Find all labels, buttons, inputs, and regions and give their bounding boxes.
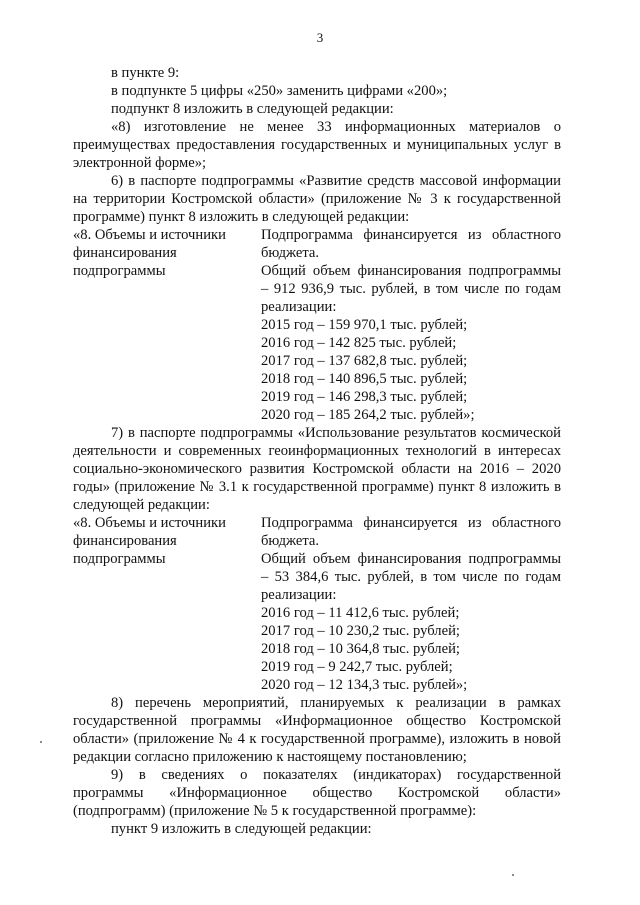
paragraph: «8) изготовление не менее 33 информационных материалов о преимуществах предоставления государственных и муниципальных услуг в электронной форме»; xyxy=(73,119,561,171)
paragraph: в пункте 9: xyxy=(111,65,180,81)
funding-year: 2018 год – 10 364,8 тыс. рублей; xyxy=(261,641,460,657)
funding-total: Общий объем финансирования подпрограммы – 53 384,6 тыс. рублей, в том числе по годам реализации: xyxy=(261,551,561,603)
funding-label-line: подпрограммы xyxy=(73,263,166,279)
document-body xyxy=(73,64,561,838)
funding-year: 2016 год – 11 412,6 тыс. рублей; xyxy=(261,605,460,621)
funding-year: 2017 год – 10 230,2 тыс. рублей; xyxy=(261,623,460,639)
paragraph: подпункт 8 изложить в следующей редакции: xyxy=(111,101,394,117)
funding-year: 2020 год – 185 264,2 тыс. рублей»; xyxy=(261,407,475,423)
funding-block-2 xyxy=(73,514,561,694)
funding-year: 2018 год – 140 896,5 тыс. рублей; xyxy=(261,371,468,387)
funding-year: 2019 год – 9 242,7 тыс. рублей; xyxy=(261,659,453,675)
funding-year: 2020 год – 12 134,3 тыс. рублей»; xyxy=(261,677,468,693)
funding-label-line: финансирования xyxy=(73,245,177,261)
paragraph: 8) перечень мероприятий, планируемых к реализации в рамках государственной программы «Информационное общество Костромской области» (приложение № 4 к государственной программе), изложить в новой редакции согласно приложению к настоящему постановлению; xyxy=(73,695,561,765)
funding-label-line: подпрограммы xyxy=(73,551,166,567)
funding-source: Подпрограмма финансируется из областного бюджета. xyxy=(261,515,561,549)
funding-year: 2019 год – 146 298,3 тыс. рублей; xyxy=(261,389,468,405)
paragraph: 7) в паспорте подпрограммы «Использование результатов космической деятельности и современных геоинформационных технологий в интересах социально-экономического развития Костромской области на 2016 – 2020 годы» (приложение № 3.1 к государственной программе) пункт 8 изложить в следующей редакции: xyxy=(73,425,561,513)
paragraph: 9) в сведениях о показателях (индикаторах) государственной программы «Информационное общество Костромской области» (подпрограмм) (приложение № 5 к государственной программе): xyxy=(73,767,561,819)
funding-block-1 xyxy=(73,226,561,424)
scan-speck xyxy=(512,874,514,876)
funding-year: 2016 год – 142 825 тыс. рублей; xyxy=(261,335,457,351)
funding-details xyxy=(261,226,561,424)
scan-speck xyxy=(40,741,42,743)
funding-label xyxy=(73,226,261,424)
funding-details xyxy=(261,514,561,694)
paragraph: пункт 9 изложить в следующей редакции: xyxy=(111,821,372,837)
funding-year: 2015 год – 159 970,1 тыс. рублей; xyxy=(261,317,468,333)
page-number: 3 xyxy=(316,30,324,45)
paragraph: 6) в паспорте подпрограммы «Развитие средств массовой информации на территории Костромской области» (приложение № 3 к государственной программе) пункт 8 изложить в следующей редакции: xyxy=(73,173,561,225)
funding-label-line: «8. Объемы и источники xyxy=(73,515,226,531)
funding-year: 2017 год – 137 682,8 тыс. рублей; xyxy=(261,353,468,369)
funding-label xyxy=(73,514,261,694)
funding-label-line: финансирования xyxy=(73,533,177,549)
funding-source: Подпрограмма финансируется из областного бюджета. xyxy=(261,227,561,261)
funding-label-line: «8. Объемы и источники xyxy=(73,227,226,243)
paragraph: в подпункте 5 цифры «250» заменить цифрами «200»; xyxy=(111,83,448,99)
funding-total: Общий объем финансирования подпрограммы – 912 936,9 тыс. рублей, в том числе по годам реализации: xyxy=(261,263,561,315)
